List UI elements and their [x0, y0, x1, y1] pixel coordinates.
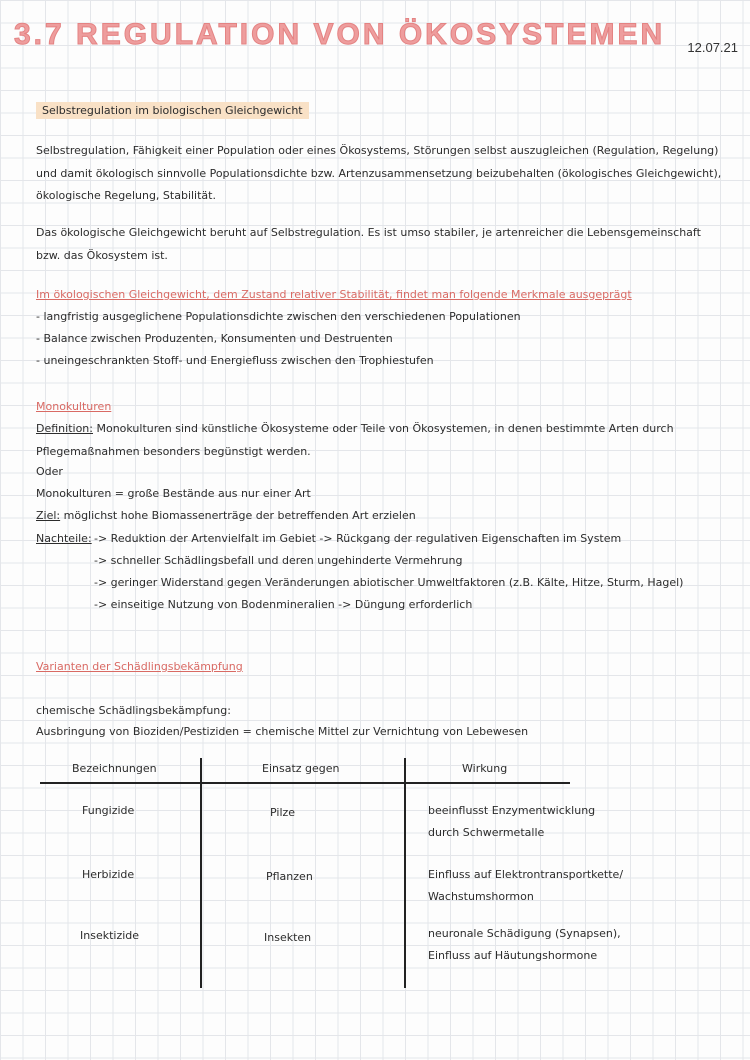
table-cell-target: Pilze: [270, 806, 296, 819]
table-cell-effect: beeinflusst Enzymentwicklung: [428, 804, 596, 817]
nachteile-label: Nachteile:: [36, 532, 92, 545]
nachteil-item: -> Reduktion der Artenvielfalt im Gebiet -> Rückgang der regulativen Eigenschaften im System: [94, 532, 622, 545]
table-cell-name: Herbizide: [82, 868, 135, 881]
feature-item: - Balance zwischen Produzenten, Konsumenten und Destruenten: [36, 332, 393, 345]
features-heading: Im ökologischen Gleichgewicht, dem Zustand relativer Stabilität, findet man folgende Merkmale ausgeprägt: [36, 288, 632, 301]
ziel-label: Ziel:: [36, 509, 61, 522]
feature-item: - langfristig ausgeglichene Populationsdichte zwischen den verschiedenen Populationen: [36, 310, 521, 323]
nachteil-item: -> geringer Widerstand gegen Veränderungen abiotischer Umweltfaktoren (z.B. Kälte, Hitze, Sturm, Hagel): [94, 576, 684, 589]
table-column-divider: [404, 758, 406, 988]
ziel-text: möglichst hohe Biomassenerträge der betreffenden Art erzielen: [60, 509, 416, 522]
table-cell-target: Pflanzen: [266, 870, 313, 883]
table-cell-effect: durch Schwermetalle: [428, 826, 545, 839]
table-header: Bezeichnungen: [72, 762, 157, 775]
table-cell-name: Fungizide: [82, 804, 135, 817]
definition-text: Monokulturen sind künstliche Ökosysteme oder Teile von Ökosystemen, in denen bestimmte Arten durch Pflegemaßnahmen besonders begünstigt werden.: [36, 422, 674, 458]
table-column-divider: [200, 758, 202, 988]
pest-desc: Ausbringung von Bioziden/Pestiziden = chemische Mittel zur Vernichtung von Lebewesen: [36, 725, 529, 738]
mono-heading: Monokulturen: [36, 400, 112, 413]
nachteil-item: -> einseitige Nutzung von Bodenmineralien -> Düngung erforderlich: [94, 598, 473, 611]
mono-oder: Oder: [36, 465, 63, 478]
table-header-divider: [40, 782, 570, 784]
table-header: Einsatz gegen: [262, 762, 340, 775]
paragraph-selbstregulation: Selbstregulation, Fähigkeit einer Population oder eines Ökosystems, Störungen selbst auszugleichen (Regulation, Regelung) und damit ökologisch sinnvolle Populationsdichte bzw. Artenzusammensetzung beizubehalten (ökologisches Gleichgewicht), ökologische Regelung, Stabilität.: [36, 144, 722, 202]
pest-chem: chemische Schädlingsbekämpfung:: [36, 704, 231, 717]
pesticide-table: [40, 758, 624, 988]
date: 12.07.21: [687, 40, 738, 55]
pest-heading: Varianten der Schädlingsbekämpfung: [36, 660, 243, 673]
feature-item: - uneingeschrankten Stoff- und Energiefluss zwischen den Trophiestufen: [36, 354, 434, 367]
mono-ziel: [36, 505, 416, 528]
table-cell-effect: Wachstumshormon: [428, 890, 534, 903]
mono-definition: [36, 418, 726, 463]
table-cell-effect: Einfluss auf Häutungshormone: [428, 949, 598, 962]
definition-label: Definition:: [36, 422, 93, 435]
table-cell-effect: Einfluss auf Elektrontransportkette/: [428, 868, 624, 881]
nachteil-item: -> schneller Schädlingsbefall und deren ungehinderte Vermehrung: [94, 554, 463, 567]
page-title: 3.7 REGULATION VON ÖKOSYSTEMEN: [14, 18, 666, 51]
mono-alt: Monokulturen = große Bestände aus nur einer Art: [36, 487, 311, 500]
table-cell-target: Insekten: [264, 931, 312, 944]
section-heading-selbstregulation: Selbstregulation im biologischen Gleichgewicht: [36, 102, 309, 119]
paragraph-gleichgewicht: Das ökologische Gleichgewicht beruht auf Selbstregulation. Es ist umso stabiler, je artenreicher die Lebensgemeinschaft bzw. das Ökosystem ist.: [36, 226, 701, 262]
table-cell-effect: neuronale Schädigung (Synapsen),: [428, 927, 621, 940]
table-cell-name: Insektizide: [80, 929, 140, 942]
table-header: Wirkung: [462, 762, 508, 775]
